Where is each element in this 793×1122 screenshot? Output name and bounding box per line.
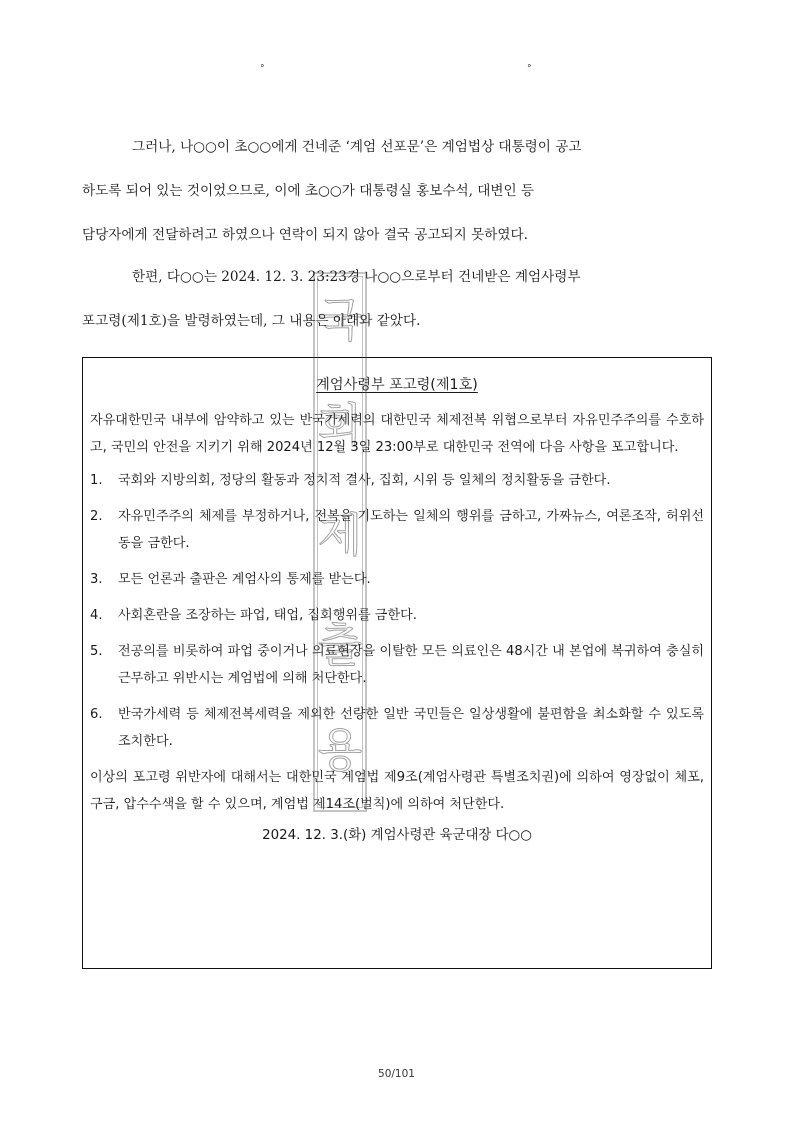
item-text: 전공의를 비롯하여 파업 중이거나 의료현장을 이탈한 모든 의료인은 48시간 내 본업에 복귀하여 충실히 근무하고 위반시는 계엄법에 의해 처단한다.	[118, 644, 704, 686]
proclamation-item	[90, 638, 704, 692]
proclamation-closing: 이상의 포고령 위반자에 대해서는 대한민국 계엄법 제9조(계엄사령관 특별조치권)에 의하여 영장없이 체포, 구금, 압수수색을 할 수 있으며, 계엄법 제14조(벌칙)에 의하여 처단한다.	[90, 770, 704, 812]
item-text: 자유민주주의 체제를 부정하거나, 전복을 기도하는 일체의 행위를 금하고, 가짜뉴스, 여론조작, 허위선동을 금한다.	[118, 509, 704, 551]
page-number: 50/101	[378, 1068, 415, 1080]
watermark-char: 출	[317, 618, 363, 672]
proclamation-title-text: 계엄사령부 포고령(제1호)	[316, 377, 478, 393]
item-text: 반국가세력 등 체제전복세력을 제외한 선량한 일반 국민들은 일상생활에 불편함을 최소화할 수 있도록 조치한다.	[118, 707, 704, 749]
header-mark-right: °	[527, 64, 532, 74]
proclamation-intro: 자유대한민국 내부에 암약하고 있는 반국가세력의 대한민국 체제전복 위협으로부터 자유민주주의를 수호하고, 국민의 안전을 지키기 위해 2024년 12월 3일 23:00부로 대한민국 전역에 다음 사항을 포고합니다.	[90, 413, 704, 455]
watermark-char: 국	[317, 293, 363, 347]
paragraph-line: 그러나, 나○○이 초○○에게 건네준 ‘계엄 선포문’은 계엄법상 대통령이 공고	[132, 139, 582, 155]
item-text: 국회와 지방의회, 정당의 활동과 정치적 결사, 집회, 시위 등 일체의 정치활동을 금한다.	[118, 473, 611, 488]
proclamation-item	[90, 503, 704, 557]
item-number: 3.	[90, 572, 103, 587]
header-mark-left: °	[260, 64, 265, 74]
item-number: 6.	[90, 707, 103, 722]
watermark-char: 용	[317, 723, 363, 777]
item-text: 모든 언론과 출판은 계엄사의 통제를 받는다.	[118, 572, 371, 587]
paragraph-announcement-failure	[82, 125, 716, 257]
paragraph-line: 하도록 되어 있는 것이었으므로, 이에 초○○가 대통령실 홍보수석, 대변인 등	[82, 183, 535, 199]
item-text: 사회혼란을 조장하는 파업, 태업, 집회행위를 금한다.	[118, 608, 417, 623]
item-number: 2.	[90, 509, 103, 524]
paragraph-line: 포고령(제1호)을 발령하였는데, 그 내용은 아래와 같았다.	[82, 313, 421, 329]
paragraph-line: 담당자에게 전달하려고 하였으나 연락이 되지 않아 결국 공고되지 못하였다.	[82, 227, 528, 243]
proclamation-signature: 2024. 12. 3.(화) 계엄사령관 육군대장 다○○	[262, 828, 532, 843]
proclamation-item	[90, 602, 704, 629]
national-assembly-seal-icon	[313, 272, 367, 812]
item-number: 4.	[90, 608, 103, 623]
proclamation-item	[90, 566, 704, 593]
item-number: 5.	[90, 644, 103, 659]
proclamation-box	[82, 357, 712, 969]
paragraph-line: 한편, 다○○는 2024. 12. 3. 23:23경 나○○으로부터 건네받은 계엄사령부	[132, 269, 581, 285]
proclamation-title	[90, 372, 704, 399]
watermark-char: 회	[317, 398, 363, 452]
proclamation-item	[90, 701, 704, 755]
proclamation-item	[90, 467, 704, 494]
watermark-char: 제	[317, 508, 363, 562]
paragraph-proclamation-issued	[82, 255, 716, 343]
item-number: 1.	[90, 473, 103, 488]
